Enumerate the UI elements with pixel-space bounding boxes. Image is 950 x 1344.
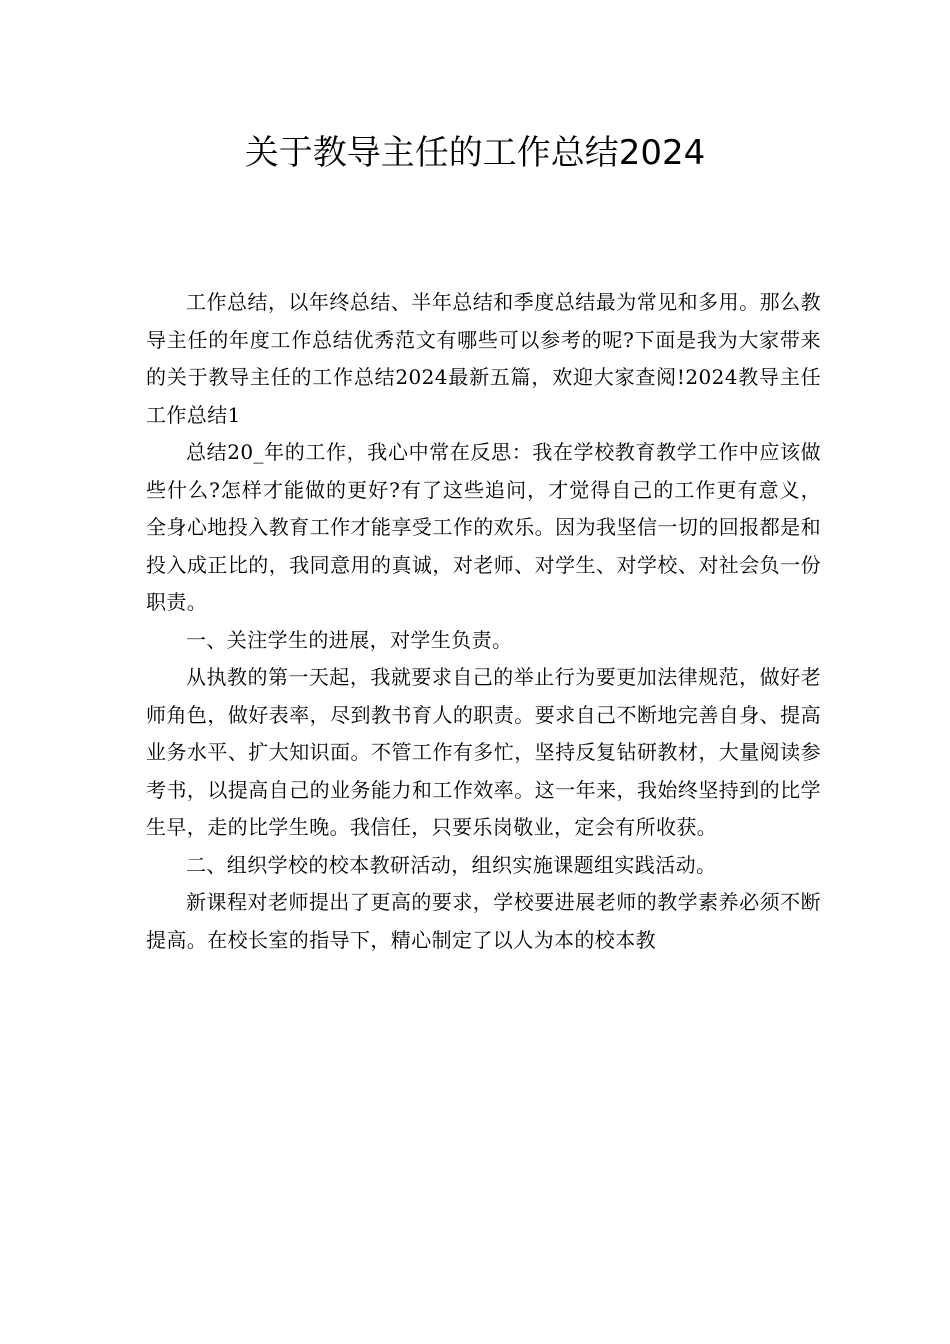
- paragraph-reflection: 总结20_年的工作，我心中常在反思：我在学校教育教学工作中应该做些什么?怎样才能做的更好?有了这些追问，才觉得自己的工作更有意义，全身心地投入教育工作才能享受工作的欢乐。因为我坚信一切的回报都是和投入成正比的，我同意用的真诚，对老师、对学生、对学校、对社会负一份职责。: [146, 440, 821, 614]
- paragraph-section-2: 新课程对老师提出了更高的要求，学校要进展老师的教学素养必须不断提高。在校长室的指导下，精心制定了以人为本的校本教: [146, 890, 821, 952]
- document-body: [146, 284, 821, 959]
- paragraph-section-1: 从执教的第一天起，我就要求自己的举止行为要更加法律规范，做好老师角色，做好表率，尽到教书育人的职责。要求自己不断地完善自身、提高业务水平、扩大知识面。不管工作有多忙，坚持反复钻研教材，大量阅读参考书，以提高自己的业务能力和工作效率。这一年来，我始终坚持到的比学生早，走的比学生晚。我信任，只要乐岗敬业，定会有所收获。: [146, 665, 821, 839]
- document-title: 关于教导主任的工作总结2024: [244, 133, 706, 173]
- section-heading-2: 二、组织学校的校本教研活动，组织实施课题组实践活动。: [186, 852, 717, 877]
- paragraph-intro: 工作总结，以年终总结、半年总结和季度总结最为常见和多用。那么教导主任的年度工作总结优秀范文有哪些可以参考的呢?下面是我为大家带来的关于教导主任的工作总结2024最新五篇，欢迎大家查阅!2024教导主任工作总结1: [146, 290, 821, 427]
- section-heading-1: 一、关注学生的进展，对学生负责。: [186, 627, 513, 652]
